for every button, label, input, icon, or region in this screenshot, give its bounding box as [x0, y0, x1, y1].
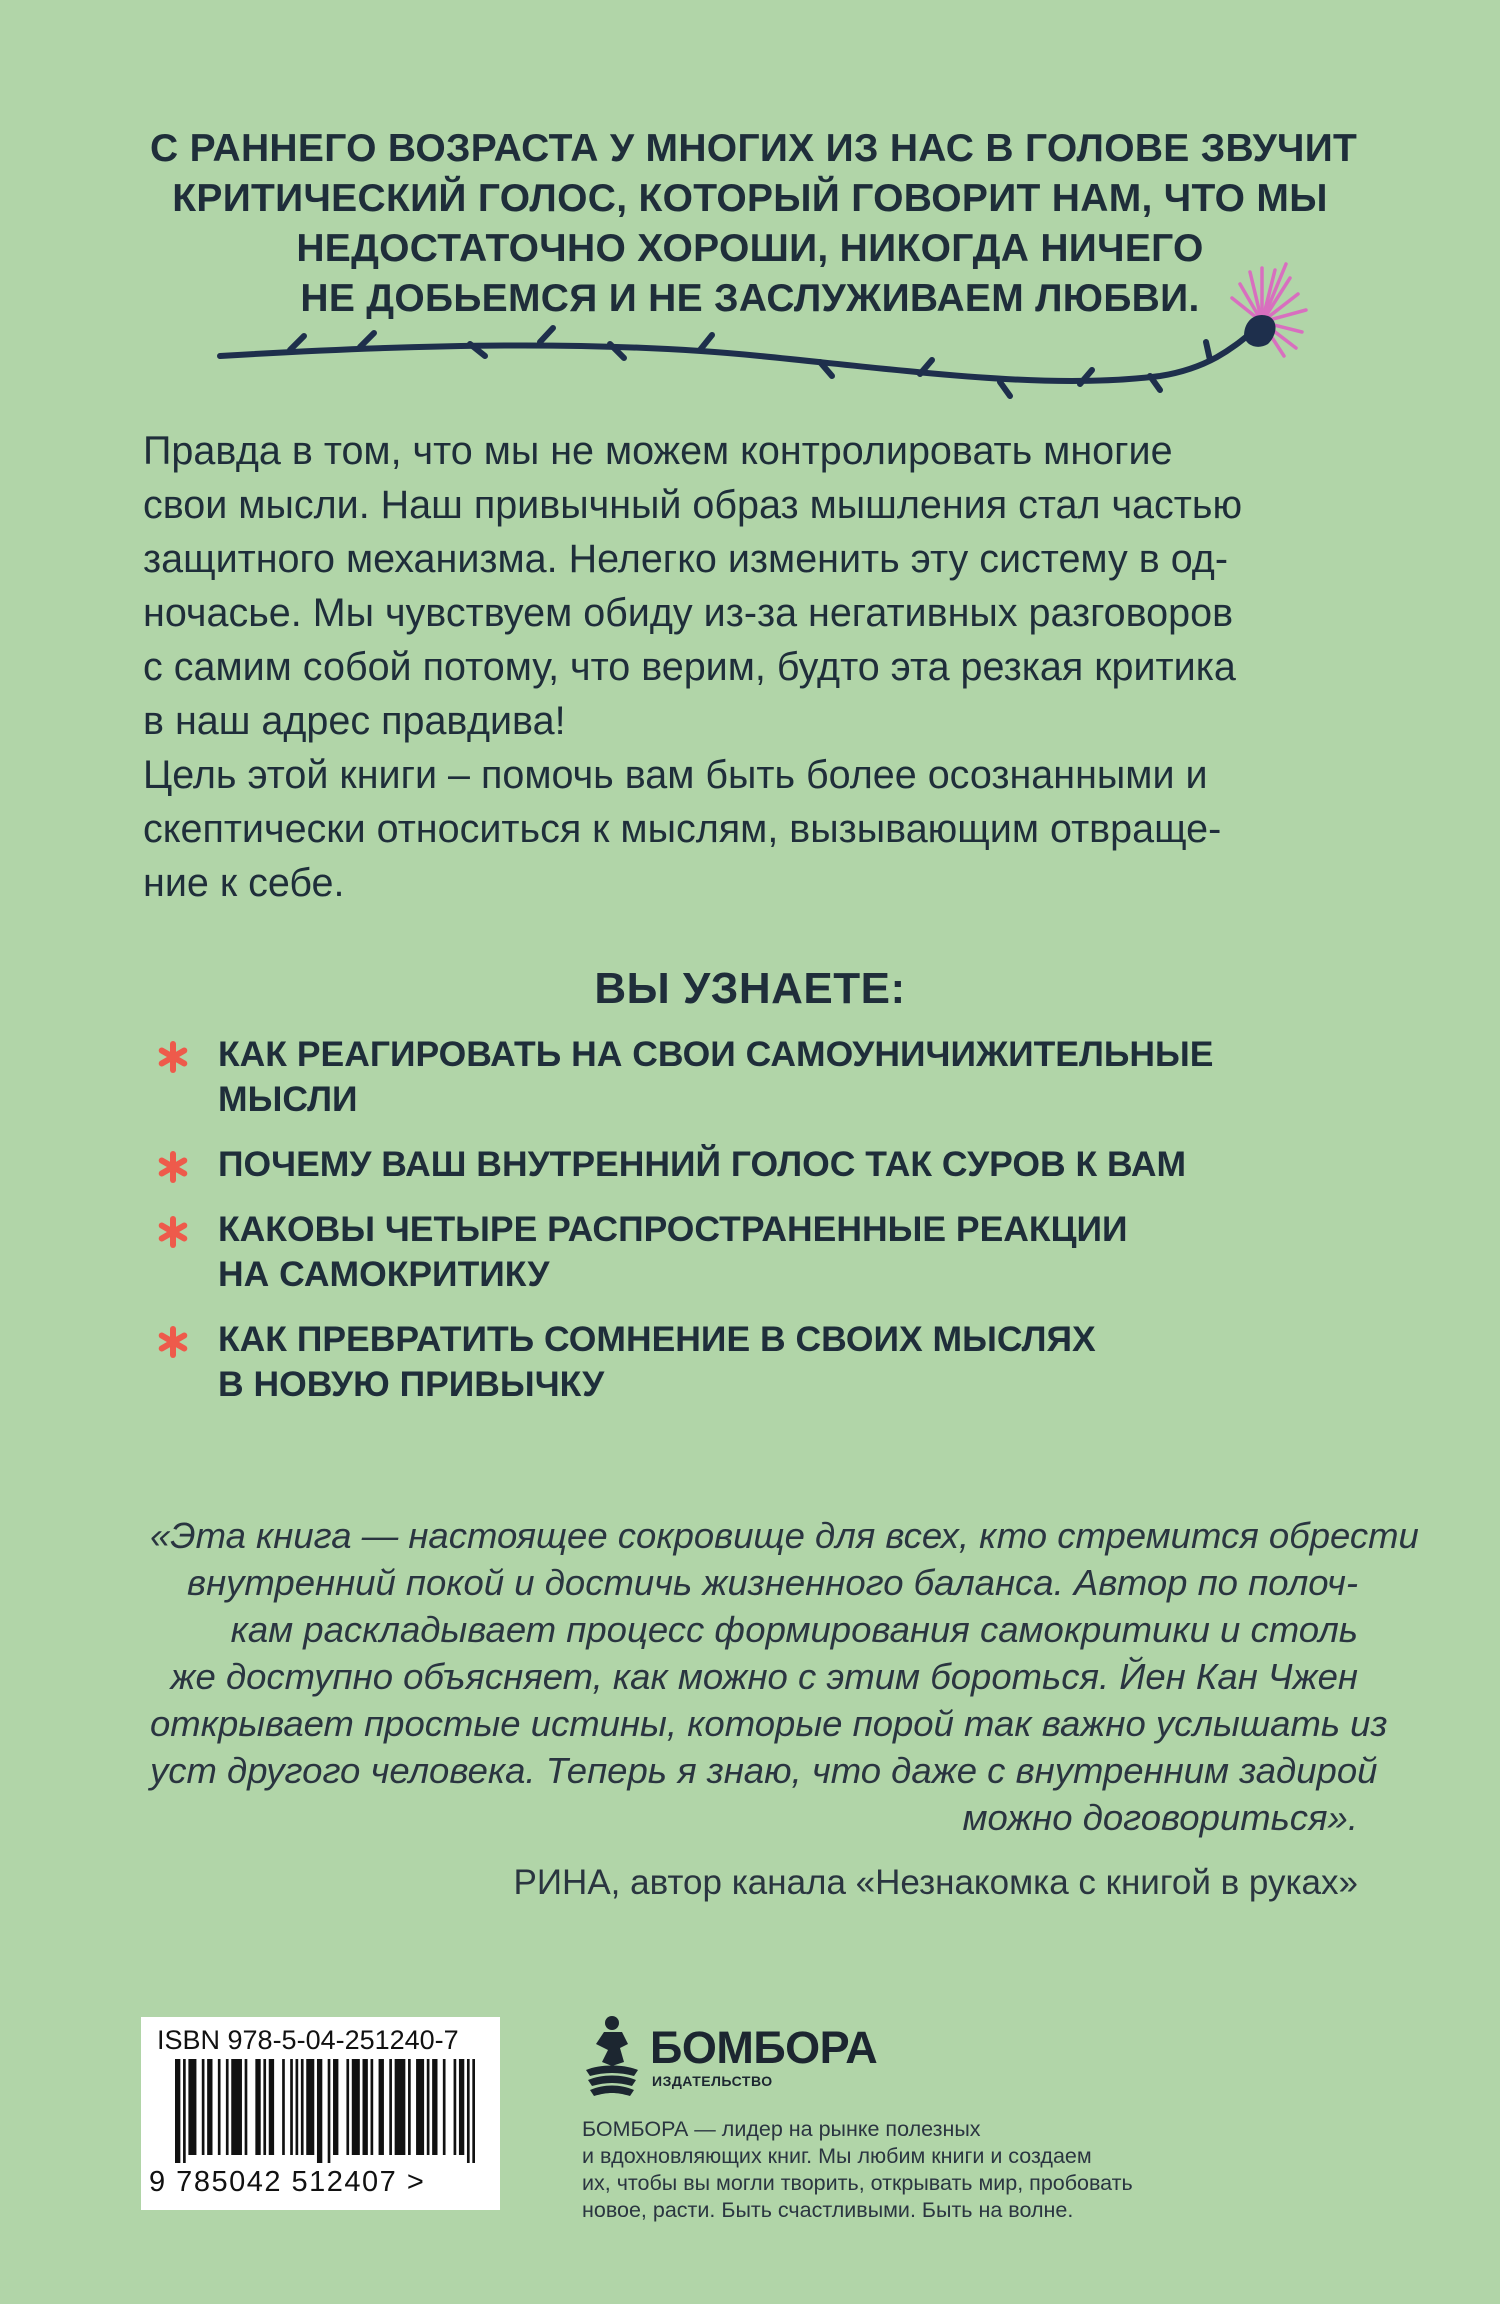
body-line: в наш адрес правдива! — [143, 699, 566, 743]
list-item-line: КАКОВЫ ЧЕТЫРЕ РАСПРОСТРАНЕННЫЕ РЕАКЦИИ — [218, 1209, 1128, 1249]
body-line: защитного механизма. Нелегко изменить эту систему в од- — [143, 537, 1228, 581]
publisher-description-line: новое, расти. Быть счастливыми. Быть на волне. — [582, 2198, 1074, 2222]
barcode-bar — [218, 2059, 221, 2155]
quote-line: уст другого человека. Теперь я знаю, что даже с внутренним задирой — [150, 1750, 1378, 1791]
barcode-bar — [183, 2059, 186, 2163]
intro-line: НЕДОСТАТОЧНО ХОРОШИ, НИКОГДА НИЧЕГО — [296, 227, 1204, 270]
publisher-description-line: их, чтобы вы могли творить, открывать мир, пробовать — [582, 2171, 1133, 2195]
asterisk-flower-icon — [156, 1040, 190, 1074]
list-item-line: КАК РЕАГИРОВАТЬ НА СВОИ САМОУНИЧИЖИТЕЛЬНЫЕ — [218, 1034, 1214, 1074]
isbn-label: ISBN 978-5-04-251240-7 — [157, 2025, 459, 2055]
isbn-barcode — [141, 2017, 500, 2210]
quote-line: же доступно объясняет, как можно с этим бороться. Йен Кан Чжен — [170, 1656, 1358, 1697]
publisher-name: БОМБОРА — [650, 2022, 878, 2073]
body-line: скептически относиться к мыслям, вызывающим отвраще- — [143, 807, 1222, 851]
learn-list — [150, 1032, 1370, 1427]
barcode-bar — [226, 2059, 229, 2155]
list-item — [150, 1317, 1370, 1407]
barcode-bar — [443, 2059, 446, 2155]
barcode-bar — [317, 2059, 322, 2163]
barcode-bar — [379, 2059, 384, 2155]
asterisk-flower-icon — [156, 1150, 190, 1184]
intro-line: КРИТИЧЕСКИЙ ГОЛОС, КОТОРЫЙ ГОВОРИТ НАМ, ЧТО МЫ — [172, 177, 1328, 220]
quote-line: «Эта книга — настоящее сокровище для всех, кто стремится обрести — [150, 1515, 1419, 1556]
quote-line: можно договориться». — [962, 1797, 1358, 1838]
list-item — [150, 1207, 1370, 1297]
list-item-line: МЫСЛИ — [218, 1079, 358, 1119]
barcode-bar — [175, 2059, 180, 2163]
barcode-bar — [255, 2059, 260, 2155]
quote-attribution: РИНА, автор канала «Незнакомка с книгой в руках» — [513, 1863, 1358, 1902]
barcode-bar — [389, 2059, 392, 2155]
learn-heading: ВЫ УЗНАЕТЕ: — [594, 964, 906, 1013]
barcode-bar — [328, 2059, 331, 2163]
barcode-bar — [346, 2059, 349, 2155]
intro-line: НЕ ДОБЬЕМСЯ И НЕ ЗАСЛУЖИВАЕМ ЛЮБВИ. — [300, 277, 1200, 320]
publisher-description-line: и вдохновляющих книг. Мы любим книги и создаем — [582, 2144, 1092, 2168]
review-quote — [150, 1512, 1419, 1841]
barcode-bar — [363, 2059, 368, 2155]
barcode-bar — [454, 2059, 457, 2155]
quote-line: внутренний покой и достичь жизненного баланса. Автор по полоч- — [187, 1562, 1358, 1603]
barcode-bar — [245, 2059, 248, 2155]
barcode-bar — [296, 2059, 299, 2155]
body-line: Правда в том, что мы не можем контролировать многие — [143, 429, 1173, 473]
barcode-bar — [371, 2059, 374, 2155]
bombora-logo-icon — [582, 2014, 642, 2102]
body-line: с самим собой потому, что верим, будто эта резкая критика — [143, 645, 1236, 689]
barcode-bar — [352, 2059, 360, 2155]
barcode-bar — [188, 2059, 196, 2155]
body-line: ние к себе. — [143, 861, 345, 905]
barcode-bars — [175, 2059, 475, 2163]
asterisk-flower-icon — [156, 1215, 190, 1249]
barcode-bar — [207, 2059, 212, 2155]
body-line: Цель этой книги – помочь вам быть более осознанными и — [143, 753, 1208, 797]
barcode-bar — [290, 2059, 293, 2155]
list-item-line: НА САМОКРИТИКУ — [218, 1254, 550, 1294]
publisher-description — [582, 2116, 1182, 2224]
barcode-bar — [472, 2059, 475, 2163]
barcode-bar — [333, 2059, 338, 2155]
barcode-bar — [301, 2059, 304, 2155]
barcode-bar — [427, 2059, 430, 2155]
intro-line: С РАННЕГО ВОЗРАСТА У МНОГИХ ИЗ НАС В ГОЛОВЕ ЗВУЧИТ — [150, 127, 1358, 170]
body-paragraph — [143, 424, 1363, 910]
barcode-bar — [432, 2059, 437, 2155]
body-line: ночасье. Мы чувствуем обиду из-за негативных разговоров — [143, 591, 1234, 635]
list-item-line: КАК ПРЕВРАТИТЬ СОМНЕНИЕ В СВОИХ МЫСЛЯХ — [218, 1319, 1096, 1359]
quote-line: кам раскладывает процесс формирования самокритики и столь — [230, 1609, 1358, 1650]
barcode-bar — [395, 2059, 406, 2155]
barcode-bar — [269, 2059, 274, 2155]
thorny-vine-icon — [0, 250, 1500, 420]
publisher-description-line: БОМБОРА — лидер на рынке полезных — [582, 2117, 981, 2141]
quote-line: открывает простые истины, которые порой так важно услышать из — [150, 1703, 1388, 1744]
barcode-bar — [467, 2059, 470, 2163]
list-item — [150, 1032, 1370, 1122]
barcode-bar — [231, 2059, 242, 2155]
list-item-line: В НОВУЮ ПРИВЫЧКУ — [218, 1364, 605, 1404]
barcode-bar — [459, 2059, 464, 2155]
list-item-line: ПОЧЕМУ ВАШ ВНУТРЕННИЙ ГОЛОС ТАК СУРОВ К ВАМ — [218, 1144, 1187, 1184]
barcode-bar — [408, 2059, 411, 2155]
asterisk-flower-icon — [156, 1325, 190, 1359]
publisher-subtitle: ИЗДАТЕЛЬСТВО — [652, 2073, 773, 2089]
list-item — [150, 1142, 1370, 1187]
barcode-bar — [416, 2059, 424, 2155]
barcode-bar — [306, 2059, 314, 2155]
barcode-bar — [263, 2059, 266, 2155]
barcode-digits: 9 785042 512407 > — [149, 2166, 426, 2198]
barcode-bar — [202, 2059, 205, 2155]
body-line: свои мысли. Наш привычный образ мышления стал частью — [143, 483, 1243, 527]
barcode-bar — [282, 2059, 285, 2155]
